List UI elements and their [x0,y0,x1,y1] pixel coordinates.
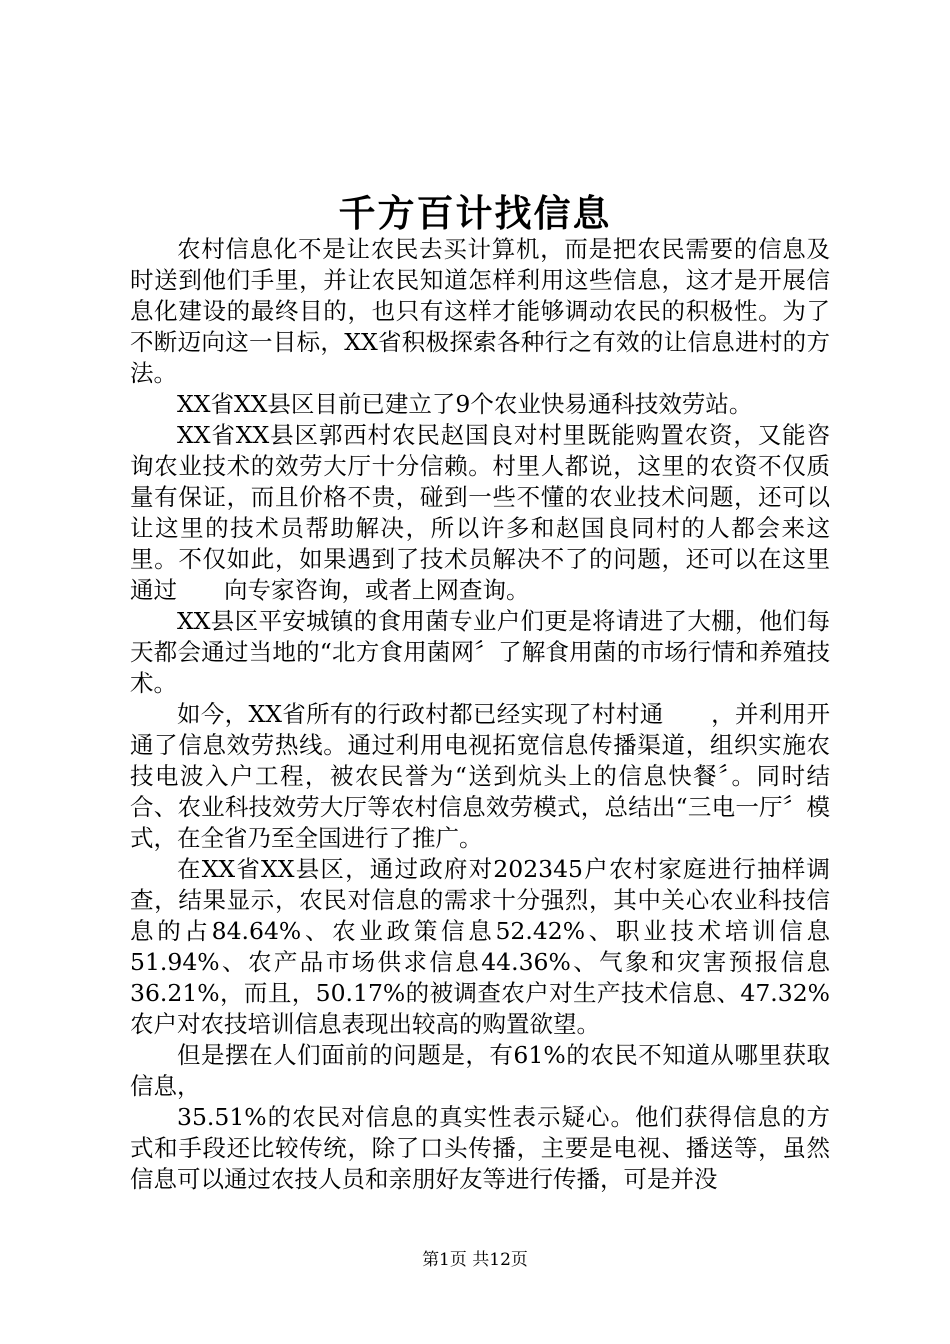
paragraph: 如今，XX省所有的行政村都已经实现了村村通 ，并利用开通了信息效劳热线。通过利用电视拓宽信息传播渠道，组织实施农技电波入户工程，被农民誉为“送到炕头上的信息快餐〞。同时结合、农业科技效劳大厅等农村信息效劳模式，总结出“三电一厅〞模式，在全省乃至全国进行了推广。 [130,700,830,852]
paragraph: 在XX省XX县区，通过政府对202345户农村家庭进行抽样调查，结果显示，农民对信息的需求十分强烈，其中关心农业科技信息的占84.64%、农业政策信息52.42%、职业技术培训信息51.94%、农产品市场供求信息44.36%、气象和灾害预报信息36.21%，而且，50.17%的被调查农户对生产技术信息、47.32%农户对农技培训信息表现出较高的购置欲望。 [130,855,830,1038]
document-title: 千方百计找信息 [338,191,612,235]
paragraph: XX县区平安城镇的食用菌专业户们更是将请进了大棚，他们每天都会通过当地的“北方食用菌网〞了解食用菌的市场行情和养殖技术。 [130,607,830,697]
document-body [130,234,830,1195]
paragraph: XX省XX县区郭西村农民赵国良对村里既能购置农资，又能咨询农业技术的效劳大厅十分信赖。村里人都说，这里的农资不仅质量有保证，而且价格不贵，碰到一些不懂的农业技术问题，还可以让这里的技术员帮助解决，所以许多和赵国良同村的人都会来这里。不仅如此，如果遇到了技术员解决不了的问题，还可以在这里通过 向专家咨询，或者上网查询。 [130,421,830,604]
paragraph: 农村信息化不是让农民去买计算机，而是把农民需要的信息及时送到他们手里，并让农民知道怎样利用这些信息，这才是开展信息化建设的最终目的，也只有这样才能够调动农民的积极性。为了不断迈向这一目标，XX省积极探索各种行之有效的让信息进村的方法。 [130,235,830,387]
paragraph: XX省XX县区目前已建立了9个农业快易通科技效劳站。 [177,390,753,418]
paragraph: 35.51%的农民对信息的真实性表示疑心。他们获得信息的方式和手段还比较传统，除了口头传播，主要是电视、播送等，虽然信息可以通过农技人员和亲朋好友等进行传播，可是并没 [130,1103,830,1193]
paragraph: 但是摆在人们面前的问题是，有61%的农民不知道从哪里获取信息， [130,1041,830,1100]
page-number-footer: 第1页 共12页 [422,1250,528,1270]
